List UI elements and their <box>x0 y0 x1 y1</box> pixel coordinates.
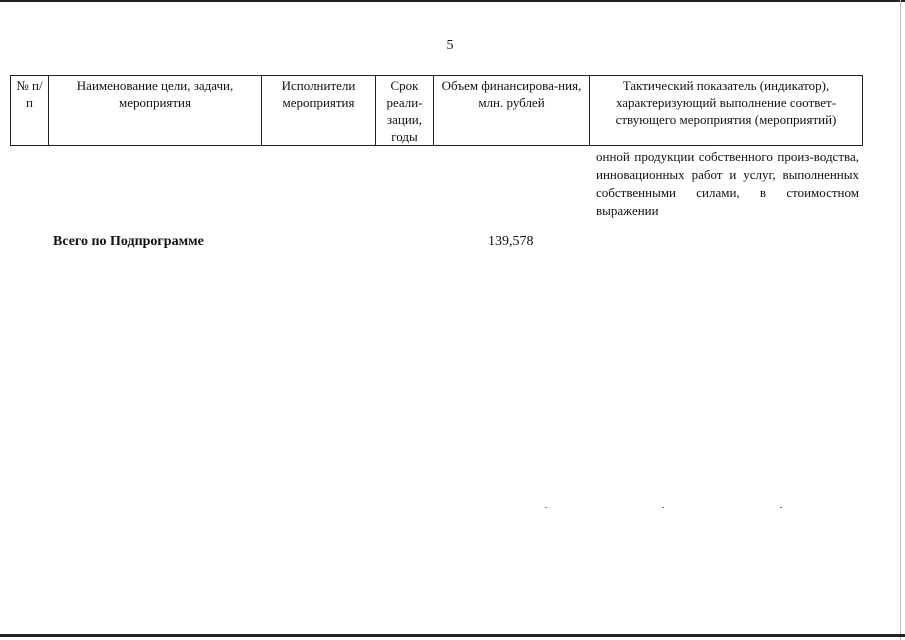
header-cell-indicator: Тактический показатель (индикатор), характеризующий выполнение соответ-ствующего мероприятия (мероприятий) <box>590 76 863 146</box>
scan-speck <box>662 507 664 508</box>
total-label: Всего по Подпрограмме <box>53 234 204 249</box>
total-value: 139,578 <box>488 234 534 249</box>
table-header <box>10 75 863 146</box>
indicator-continuation-text: онной продукции собственного произ-водства, инновационных работ и услуг, выполненных собственными силами, в стоимостном выражении <box>596 149 859 218</box>
bottom-border-line <box>0 634 905 637</box>
right-edge-line <box>900 0 901 640</box>
header-cell-executors: Исполнители мероприятия <box>262 76 376 146</box>
scan-speck <box>545 507 547 508</box>
top-border-line <box>0 0 905 2</box>
scan-speck <box>780 507 782 508</box>
header-cell-name: Наименование цели, задачи, мероприятия <box>49 76 262 146</box>
header-cell-funding: Объем финансирова-ния, млн. рублей <box>434 76 590 146</box>
page-number: 5 <box>446 38 454 53</box>
header-cell-number: № п/п <box>11 76 49 146</box>
header-cell-term: Срок реали-зации, годы <box>376 76 434 146</box>
header-row <box>11 76 863 146</box>
